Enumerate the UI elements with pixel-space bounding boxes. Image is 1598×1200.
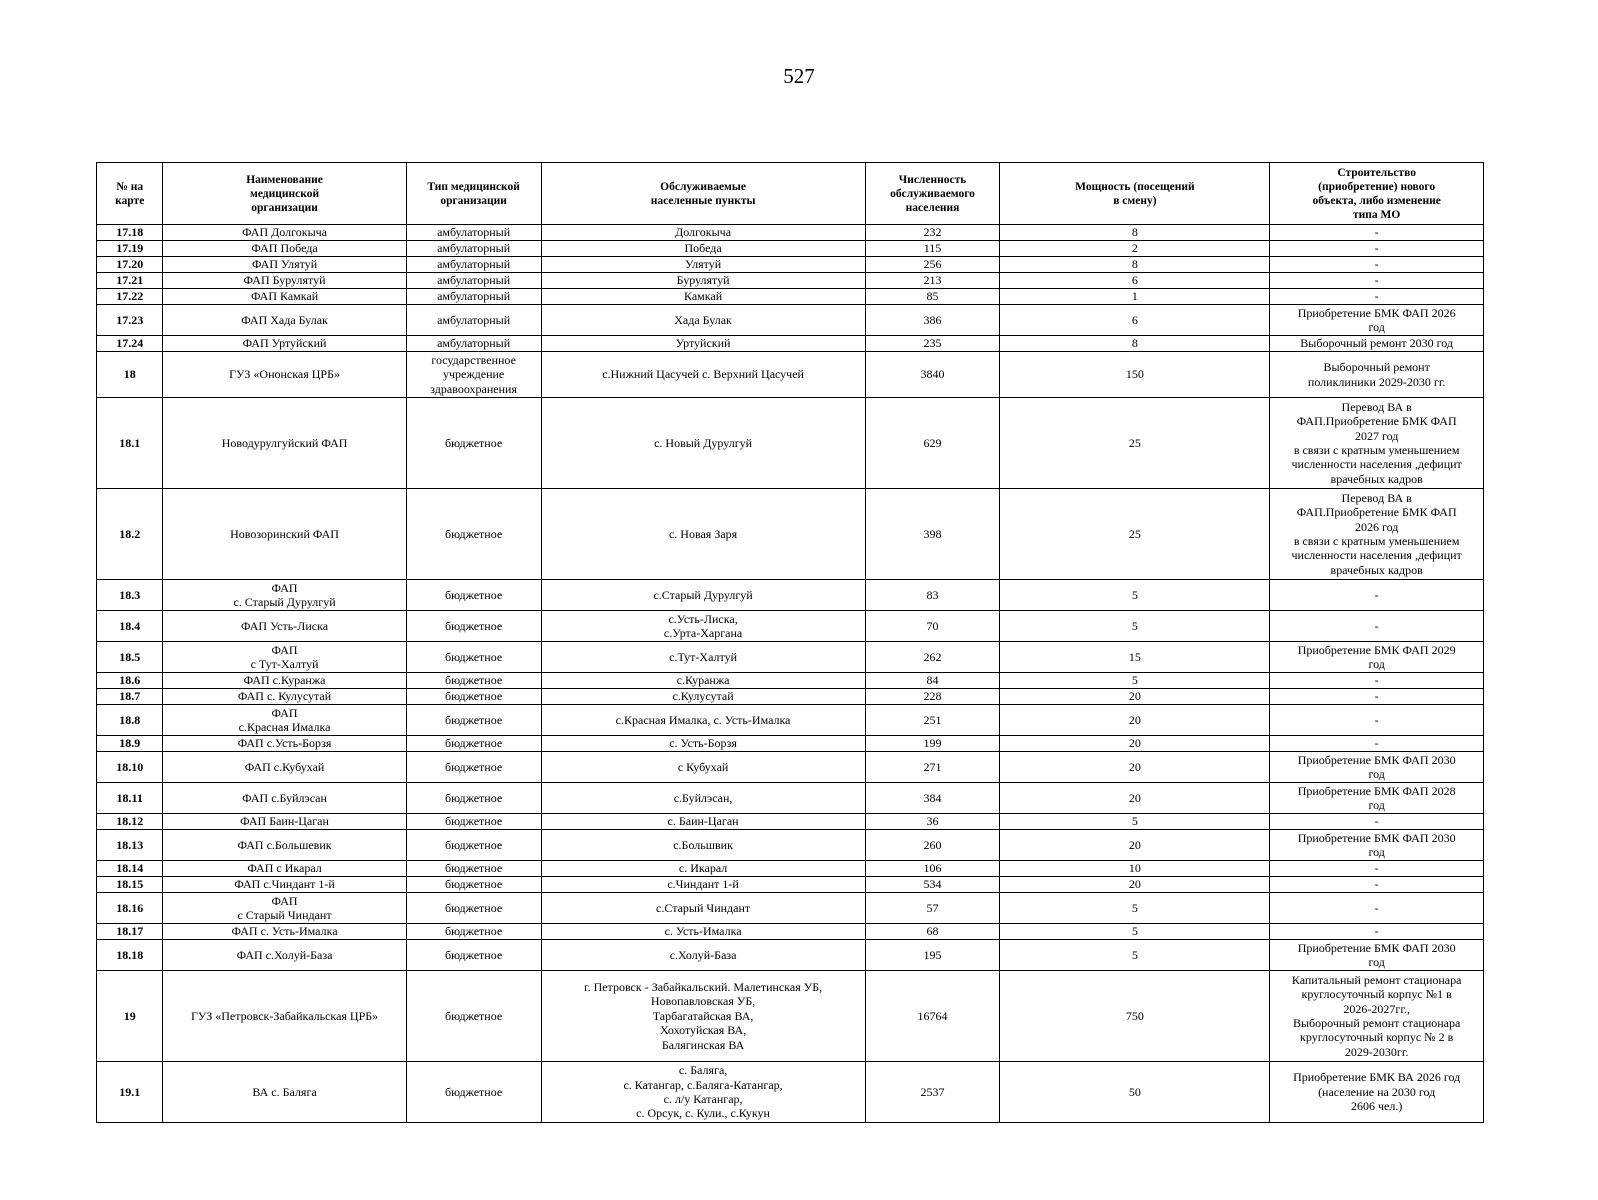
cell-capacity: 15	[1000, 642, 1270, 673]
cell-capacity: 20	[1000, 689, 1270, 705]
cell-map-number: 18.3	[97, 580, 163, 611]
cell-organization-name: ФАП Баин-Цаган	[163, 814, 406, 830]
table-row	[97, 289, 1484, 305]
cell-organization-name: ФАП с.Усть-Борзя	[163, 736, 406, 752]
cell-construction: -	[1270, 611, 1484, 642]
cell-organization-type: амбулаторный	[406, 305, 541, 336]
cell-organization-name: ФАП Усть-Лиска	[163, 611, 406, 642]
cell-organization-type: бюджетное	[406, 673, 541, 689]
cell-population: 256	[865, 257, 1000, 273]
cell-map-number: 18.5	[97, 642, 163, 673]
table-row	[97, 736, 1484, 752]
cell-organization-type: бюджетное	[406, 1062, 541, 1123]
table-row	[97, 398, 1484, 489]
cell-map-number: 18.13	[97, 830, 163, 861]
cell-map-number: 18.10	[97, 752, 163, 783]
cell-construction: -	[1270, 580, 1484, 611]
cell-served-settlements: с. Усть-Ималка	[541, 924, 865, 940]
cell-capacity: 25	[1000, 398, 1270, 489]
cell-population: 384	[865, 783, 1000, 814]
cell-organization-name: ФАП с.Куранжа	[163, 673, 406, 689]
cell-construction: -	[1270, 689, 1484, 705]
cell-population: 232	[865, 225, 1000, 241]
cell-population: 115	[865, 241, 1000, 257]
cell-map-number: 19.1	[97, 1062, 163, 1123]
cell-map-number: 19	[97, 971, 163, 1062]
cell-organization-name: ФАП с. Кулусутай	[163, 689, 406, 705]
cell-map-number: 18.7	[97, 689, 163, 705]
cell-organization-name: ФАП с.Красная Ималка	[163, 705, 406, 736]
cell-organization-name: Новозоринский ФАП	[163, 489, 406, 580]
cell-organization-name: ФАП Долгокыча	[163, 225, 406, 241]
cell-capacity: 20	[1000, 705, 1270, 736]
cell-organization-type: бюджетное	[406, 924, 541, 940]
cell-capacity: 10	[1000, 861, 1270, 877]
table-row	[97, 225, 1484, 241]
cell-served-settlements: Улятуй	[541, 257, 865, 273]
cell-capacity: 6	[1000, 273, 1270, 289]
cell-organization-name: ФАП с. Старый Дурулгуй	[163, 580, 406, 611]
cell-capacity: 20	[1000, 736, 1270, 752]
table-row	[97, 257, 1484, 273]
cell-organization-name: ФАП Улятуй	[163, 257, 406, 273]
cell-map-number: 17.18	[97, 225, 163, 241]
cell-served-settlements: с.Усть-Лиска, с.Урта-Харгана	[541, 611, 865, 642]
cell-organization-type: бюджетное	[406, 814, 541, 830]
cell-construction: -	[1270, 273, 1484, 289]
cell-served-settlements: с. Баин-Цаган	[541, 814, 865, 830]
cell-organization-name: ФАП с.Кубухай	[163, 752, 406, 783]
cell-organization-name: ФАП Уртуйский	[163, 336, 406, 352]
cell-map-number: 17.24	[97, 336, 163, 352]
table-row	[97, 241, 1484, 257]
cell-organization-name: ФАП с Старый Чиндант	[163, 893, 406, 924]
cell-construction: -	[1270, 257, 1484, 273]
cell-served-settlements: с.Холуй-База	[541, 940, 865, 971]
cell-organization-name: ФАП с. Усть-Ималка	[163, 924, 406, 940]
header-organization-name: Наименование медицинской организации	[163, 163, 406, 225]
cell-organization-type: бюджетное	[406, 611, 541, 642]
cell-map-number: 17.22	[97, 289, 163, 305]
cell-map-number: 17.23	[97, 305, 163, 336]
cell-map-number: 18.1	[97, 398, 163, 489]
cell-organization-type: бюджетное	[406, 752, 541, 783]
cell-served-settlements: Хада Булак	[541, 305, 865, 336]
cell-construction: Приобретение БМК ВА 2026 год (население на 2030 год 2606 чел.)	[1270, 1062, 1484, 1123]
cell-map-number: 18.6	[97, 673, 163, 689]
cell-capacity: 5	[1000, 940, 1270, 971]
cell-construction: Приобретение БМК ФАП 2026 год	[1270, 305, 1484, 336]
cell-capacity: 20	[1000, 877, 1270, 893]
cell-capacity: 5	[1000, 924, 1270, 940]
table-header-row	[97, 163, 1484, 225]
table-row	[97, 752, 1484, 783]
cell-construction: -	[1270, 225, 1484, 241]
cell-capacity: 6	[1000, 305, 1270, 336]
cell-construction: -	[1270, 893, 1484, 924]
cell-construction: -	[1270, 877, 1484, 893]
cell-served-settlements: с. Усть-Борзя	[541, 736, 865, 752]
cell-organization-type: амбулаторный	[406, 241, 541, 257]
cell-organization-type: бюджетное	[406, 830, 541, 861]
cell-construction: Перевод ВА в ФАП.Приобретение БМК ФАП 2026 год в связи с кратным уменьшением численности населения ,дефицит врачебных кадров	[1270, 489, 1484, 580]
cell-population: 386	[865, 305, 1000, 336]
cell-capacity: 20	[1000, 830, 1270, 861]
cell-served-settlements: с.Буйлэсан,	[541, 783, 865, 814]
cell-organization-name: ФАП Победа	[163, 241, 406, 257]
cell-organization-type: бюджетное	[406, 689, 541, 705]
cell-construction: Приобретение БМК ФАП 2028 год	[1270, 783, 1484, 814]
cell-organization-type: бюджетное	[406, 783, 541, 814]
header-population: Численность обслуживаемого населения	[865, 163, 1000, 225]
cell-construction: -	[1270, 241, 1484, 257]
cell-organization-type: бюджетное	[406, 893, 541, 924]
cell-population: 83	[865, 580, 1000, 611]
cell-organization-type: амбулаторный	[406, 289, 541, 305]
cell-capacity: 8	[1000, 257, 1270, 273]
table-row	[97, 642, 1484, 673]
cell-map-number: 18.16	[97, 893, 163, 924]
header-construction: Строительство (приобретение) нового объекта, либо изменение типа МО	[1270, 163, 1484, 225]
cell-organization-name: ФАП Хада Булак	[163, 305, 406, 336]
header-map-number: № на карте	[97, 163, 163, 225]
cell-served-settlements: Уртуйский	[541, 336, 865, 352]
cell-map-number: 18.14	[97, 861, 163, 877]
page-number: 527	[783, 64, 815, 88]
cell-organization-type: бюджетное	[406, 580, 541, 611]
cell-capacity: 750	[1000, 971, 1270, 1062]
cell-capacity: 5	[1000, 814, 1270, 830]
cell-capacity: 20	[1000, 752, 1270, 783]
cell-served-settlements: Долгокыча	[541, 225, 865, 241]
cell-served-settlements: г. Петровск - Забайкальский. Малетинская УБ, Новопавловская УБ, Тарбагатайская ВА, Хохотуйская ВА, Балягинская ВА	[541, 971, 865, 1062]
cell-organization-type: бюджетное	[406, 489, 541, 580]
cell-organization-name: ФАП с Икарал	[163, 861, 406, 877]
cell-construction: Капитальный ремонт стационара круглосуточный корпус №1 в 2026-2027гг., Выборочный ремонт стационара круглосуточный корпус № 2 в 2029-2030гг.	[1270, 971, 1484, 1062]
cell-population: 195	[865, 940, 1000, 971]
cell-construction: Приобретение БМК ФАП 2030 год	[1270, 752, 1484, 783]
table-row	[97, 814, 1484, 830]
cell-capacity: 5	[1000, 580, 1270, 611]
table-row	[97, 877, 1484, 893]
table-row	[97, 924, 1484, 940]
cell-population: 3840	[865, 352, 1000, 398]
table-row	[97, 352, 1484, 398]
cell-population: 85	[865, 289, 1000, 305]
cell-capacity: 25	[1000, 489, 1270, 580]
cell-population: 262	[865, 642, 1000, 673]
header-organization-type: Тип медицинской организации	[406, 163, 541, 225]
table-row	[97, 673, 1484, 689]
cell-population: 629	[865, 398, 1000, 489]
cell-construction: -	[1270, 289, 1484, 305]
cell-organization-name: ФАП Камкай	[163, 289, 406, 305]
table-row	[97, 893, 1484, 924]
cell-organization-name: ФАП с.Чиндант 1-й	[163, 877, 406, 893]
cell-organization-name: ФАП Бурулятуй	[163, 273, 406, 289]
cell-construction: -	[1270, 736, 1484, 752]
table-row	[97, 611, 1484, 642]
cell-capacity: 5	[1000, 611, 1270, 642]
cell-organization-name: Новодурулгуйский ФАП	[163, 398, 406, 489]
table-row	[97, 861, 1484, 877]
cell-served-settlements: с.Большвик	[541, 830, 865, 861]
table-row	[97, 489, 1484, 580]
cell-map-number: 18.11	[97, 783, 163, 814]
cell-organization-type: амбулаторный	[406, 336, 541, 352]
cell-organization-name: ФАП с Тут-Халтуй	[163, 642, 406, 673]
cell-capacity: 50	[1000, 1062, 1270, 1123]
table-row	[97, 305, 1484, 336]
cell-population: 251	[865, 705, 1000, 736]
cell-construction: -	[1270, 924, 1484, 940]
cell-served-settlements: с.Старый Чиндант	[541, 893, 865, 924]
cell-construction: -	[1270, 705, 1484, 736]
table-row	[97, 336, 1484, 352]
cell-population: 68	[865, 924, 1000, 940]
cell-population: 398	[865, 489, 1000, 580]
cell-map-number: 18.12	[97, 814, 163, 830]
cell-map-number: 18.9	[97, 736, 163, 752]
cell-served-settlements: с.Кулусутай	[541, 689, 865, 705]
cell-map-number: 17.19	[97, 241, 163, 257]
cell-organization-name: ФАП с.Буйлэсан	[163, 783, 406, 814]
cell-organization-type: бюджетное	[406, 940, 541, 971]
cell-capacity: 8	[1000, 336, 1270, 352]
cell-served-settlements: с.Куранжа	[541, 673, 865, 689]
cell-served-settlements: с. Икарал	[541, 861, 865, 877]
cell-map-number: 17.21	[97, 273, 163, 289]
table-row	[97, 689, 1484, 705]
cell-organization-type: амбулаторный	[406, 257, 541, 273]
cell-organization-type: бюджетное	[406, 861, 541, 877]
cell-population: 84	[865, 673, 1000, 689]
table-row	[97, 1062, 1484, 1123]
cell-construction: -	[1270, 814, 1484, 830]
header-capacity: Мощность (посещений в смену)	[1000, 163, 1270, 225]
table-row	[97, 705, 1484, 736]
cell-organization-type: амбулаторный	[406, 225, 541, 241]
cell-organization-name: ВА с. Баляга	[163, 1062, 406, 1123]
cell-population: 57	[865, 893, 1000, 924]
cell-population: 271	[865, 752, 1000, 783]
cell-population: 260	[865, 830, 1000, 861]
cell-capacity: 5	[1000, 893, 1270, 924]
cell-capacity: 20	[1000, 783, 1270, 814]
cell-capacity: 5	[1000, 673, 1270, 689]
cell-served-settlements: Камкай	[541, 289, 865, 305]
cell-served-settlements: Победа	[541, 241, 865, 257]
cell-map-number: 18.8	[97, 705, 163, 736]
cell-construction: Выборочный ремонт 2030 год	[1270, 336, 1484, 352]
cell-served-settlements: с. Балягa, с. Катангар, с.Баляга-Катангар, с. л/у Катангар, с. Орсук, с. Кули., с.Кукун	[541, 1062, 865, 1123]
cell-served-settlements: с. Новая Заря	[541, 489, 865, 580]
cell-map-number: 18	[97, 352, 163, 398]
cell-capacity: 2	[1000, 241, 1270, 257]
cell-organization-type: бюджетное	[406, 971, 541, 1062]
cell-served-settlements: с Кубухай	[541, 752, 865, 783]
cell-organization-type: бюджетное	[406, 736, 541, 752]
cell-population: 534	[865, 877, 1000, 893]
cell-organization-type: бюджетное	[406, 642, 541, 673]
cell-served-settlements: с. Новый Дурулгуй	[541, 398, 865, 489]
cell-population: 36	[865, 814, 1000, 830]
table-row	[97, 273, 1484, 289]
cell-population: 213	[865, 273, 1000, 289]
cell-organization-name: ГУЗ «Петровск-Забайкальская ЦРБ»	[163, 971, 406, 1062]
cell-organization-type: бюджетное	[406, 705, 541, 736]
cell-construction: Перевод ВА в ФАП.Приобретение БМК ФАП 2027 год в связи с кратным уменьшением численности населения ,дефицит врачебных кадров	[1270, 398, 1484, 489]
cell-served-settlements: с.Нижний Цасучей с. Верхний Цасучей	[541, 352, 865, 398]
cell-population: 16764	[865, 971, 1000, 1062]
cell-capacity: 150	[1000, 352, 1270, 398]
cell-served-settlements: с.Чиндант 1-й	[541, 877, 865, 893]
table-row	[97, 971, 1484, 1062]
cell-construction: Приобретение БМК ФАП 2030 год	[1270, 940, 1484, 971]
cell-map-number: 18.15	[97, 877, 163, 893]
cell-organization-type: бюджетное	[406, 398, 541, 489]
header-served-settlements: Обслуживаемые населенные пункты	[541, 163, 865, 225]
table-row	[97, 830, 1484, 861]
cell-construction: Приобретение БМК ФАП 2029 год	[1270, 642, 1484, 673]
cell-served-settlements: с.Красная Ималка, с. Усть-Ималка	[541, 705, 865, 736]
table-row	[97, 940, 1484, 971]
cell-map-number: 18.2	[97, 489, 163, 580]
cell-organization-name: ФАП с.Холуй-База	[163, 940, 406, 971]
table-row	[97, 580, 1484, 611]
cell-population: 70	[865, 611, 1000, 642]
medical-organizations-table	[96, 162, 1484, 1123]
cell-organization-type: бюджетное	[406, 877, 541, 893]
cell-population: 2537	[865, 1062, 1000, 1123]
cell-map-number: 17.20	[97, 257, 163, 273]
cell-capacity: 8	[1000, 225, 1270, 241]
table-row	[97, 783, 1484, 814]
cell-served-settlements: с.Старый Дурулгуй	[541, 580, 865, 611]
cell-construction: Выборочный ремонт поликлиники 2029-2030 гг.	[1270, 352, 1484, 398]
cell-served-settlements: с.Тут-Халтуй	[541, 642, 865, 673]
cell-capacity: 1	[1000, 289, 1270, 305]
cell-map-number: 18.18	[97, 940, 163, 971]
cell-served-settlements: Бурулятуй	[541, 273, 865, 289]
cell-organization-name: ГУЗ «Ононская ЦРБ»	[163, 352, 406, 398]
cell-population: 228	[865, 689, 1000, 705]
cell-organization-name: ФАП с.Большевик	[163, 830, 406, 861]
cell-construction: -	[1270, 673, 1484, 689]
cell-population: 106	[865, 861, 1000, 877]
cell-organization-type: амбулаторный	[406, 273, 541, 289]
cell-population: 199	[865, 736, 1000, 752]
cell-population: 235	[865, 336, 1000, 352]
cell-map-number: 18.4	[97, 611, 163, 642]
cell-construction: -	[1270, 861, 1484, 877]
cell-map-number: 18.17	[97, 924, 163, 940]
cell-construction: Приобретение БМК ФАП 2030 год	[1270, 830, 1484, 861]
cell-organization-type: государственное учреждение здравоохранения	[406, 352, 541, 398]
table-body	[97, 225, 1484, 1123]
